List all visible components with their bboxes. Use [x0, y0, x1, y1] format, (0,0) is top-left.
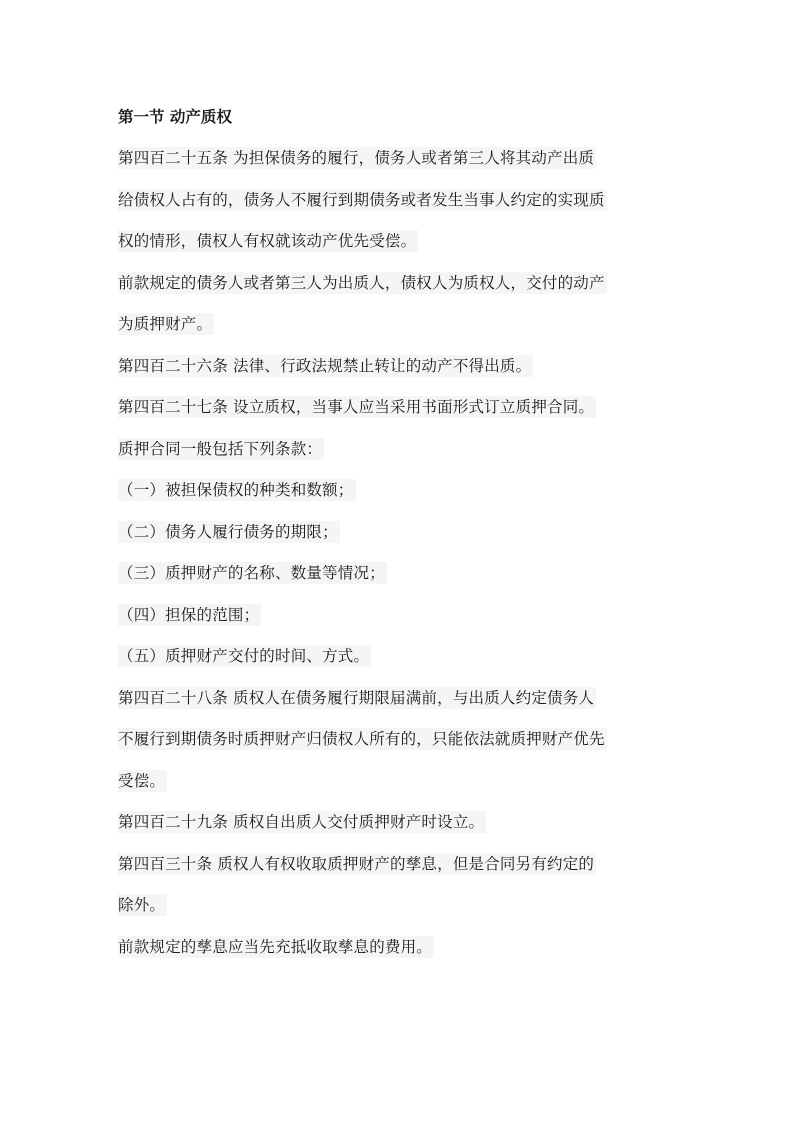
paragraph — [118, 844, 680, 927]
text-line-content: 为质押财产。 — [118, 315, 213, 333]
text-line — [118, 678, 680, 720]
text-line-content: 受偿。 — [118, 771, 166, 790]
text-line — [118, 387, 680, 429]
text-line-content: 权的情形，债权人有权就该动产优先受偿。 — [118, 232, 417, 250]
text-line — [118, 802, 680, 844]
text-line-content: （五）质押财产交付的时间、方式。 — [118, 647, 370, 665]
text-line — [118, 470, 680, 512]
text-line — [118, 138, 680, 180]
text-line-content: （三）质押财产的名称、数量等情况； — [118, 564, 385, 582]
paragraph — [118, 138, 680, 263]
paragraph — [118, 346, 680, 388]
text-line-content: 第四百二十五条 为担保债务的履行，债务人或者第三人将其动产出质 — [118, 149, 595, 167]
text-line — [118, 553, 680, 595]
text-line — [118, 719, 680, 761]
text-line-content: （四）担保的范围； — [118, 605, 260, 624]
text-line-content: 第四百三十条 质权人有权收取质押财产的孳息，但是合同另有约定的 — [118, 854, 595, 873]
paragraph — [118, 263, 680, 346]
text-line — [118, 885, 680, 927]
paragraph — [118, 927, 680, 969]
text-line — [118, 346, 680, 388]
document-body — [118, 138, 680, 968]
text-line-content: 第四百二十七条 设立质权，当事人应当采用书面形式订立质押合同。 — [118, 398, 595, 416]
text-line — [118, 429, 680, 471]
text-line-content: 前款规定的债务人或者第三人为出质人，债权人为质权人，交付的动产 — [118, 273, 605, 292]
paragraph — [118, 512, 680, 554]
text-line — [118, 263, 680, 305]
text-line-content: 除外。 — [118, 896, 166, 914]
section-title: 第一节 动产质权 — [118, 108, 232, 126]
text-line — [118, 761, 680, 803]
text-line — [118, 304, 680, 346]
text-line-content: 第四百二十九条 质权自出质人交付质押财产时设立。 — [118, 813, 485, 831]
text-line-content: 给债权人占有的，债务人不履行到期债务或者发生当事人约定的实现质 — [118, 190, 605, 209]
text-line-content: （二）债务人履行债务的期限； — [118, 522, 338, 541]
text-line — [118, 636, 680, 678]
text-line — [118, 927, 680, 969]
text-line-content: 不履行到期债务时质押财产归债权人所有的，只能依法就质押财产优先 — [118, 730, 605, 748]
paragraph — [118, 553, 680, 595]
paragraph — [118, 636, 680, 678]
text-line — [118, 180, 680, 222]
text-line-content: 质押合同一般包括下列条款： — [118, 439, 323, 458]
paragraph — [118, 387, 680, 429]
text-line-content: 第四百二十八条 质权人在债务履行期限届满前，与出质人约定债务人 — [118, 688, 595, 707]
document-page — [118, 102, 680, 968]
text-line-content: （一）被担保债权的种类和数额； — [118, 481, 354, 499]
paragraph — [118, 678, 680, 803]
text-line — [118, 221, 680, 263]
text-line-content: 前款规定的孳息应当先充抵收取孳息的费用。 — [118, 937, 433, 956]
paragraph — [118, 470, 680, 512]
text-line — [118, 512, 680, 554]
text-line — [118, 844, 680, 886]
paragraph — [118, 802, 680, 844]
paragraph — [118, 595, 680, 637]
text-line — [118, 595, 680, 637]
paragraph — [118, 429, 680, 471]
text-line-content: 第四百二十六条 法律、行政法规禁止转让的动产不得出质。 — [118, 356, 532, 375]
